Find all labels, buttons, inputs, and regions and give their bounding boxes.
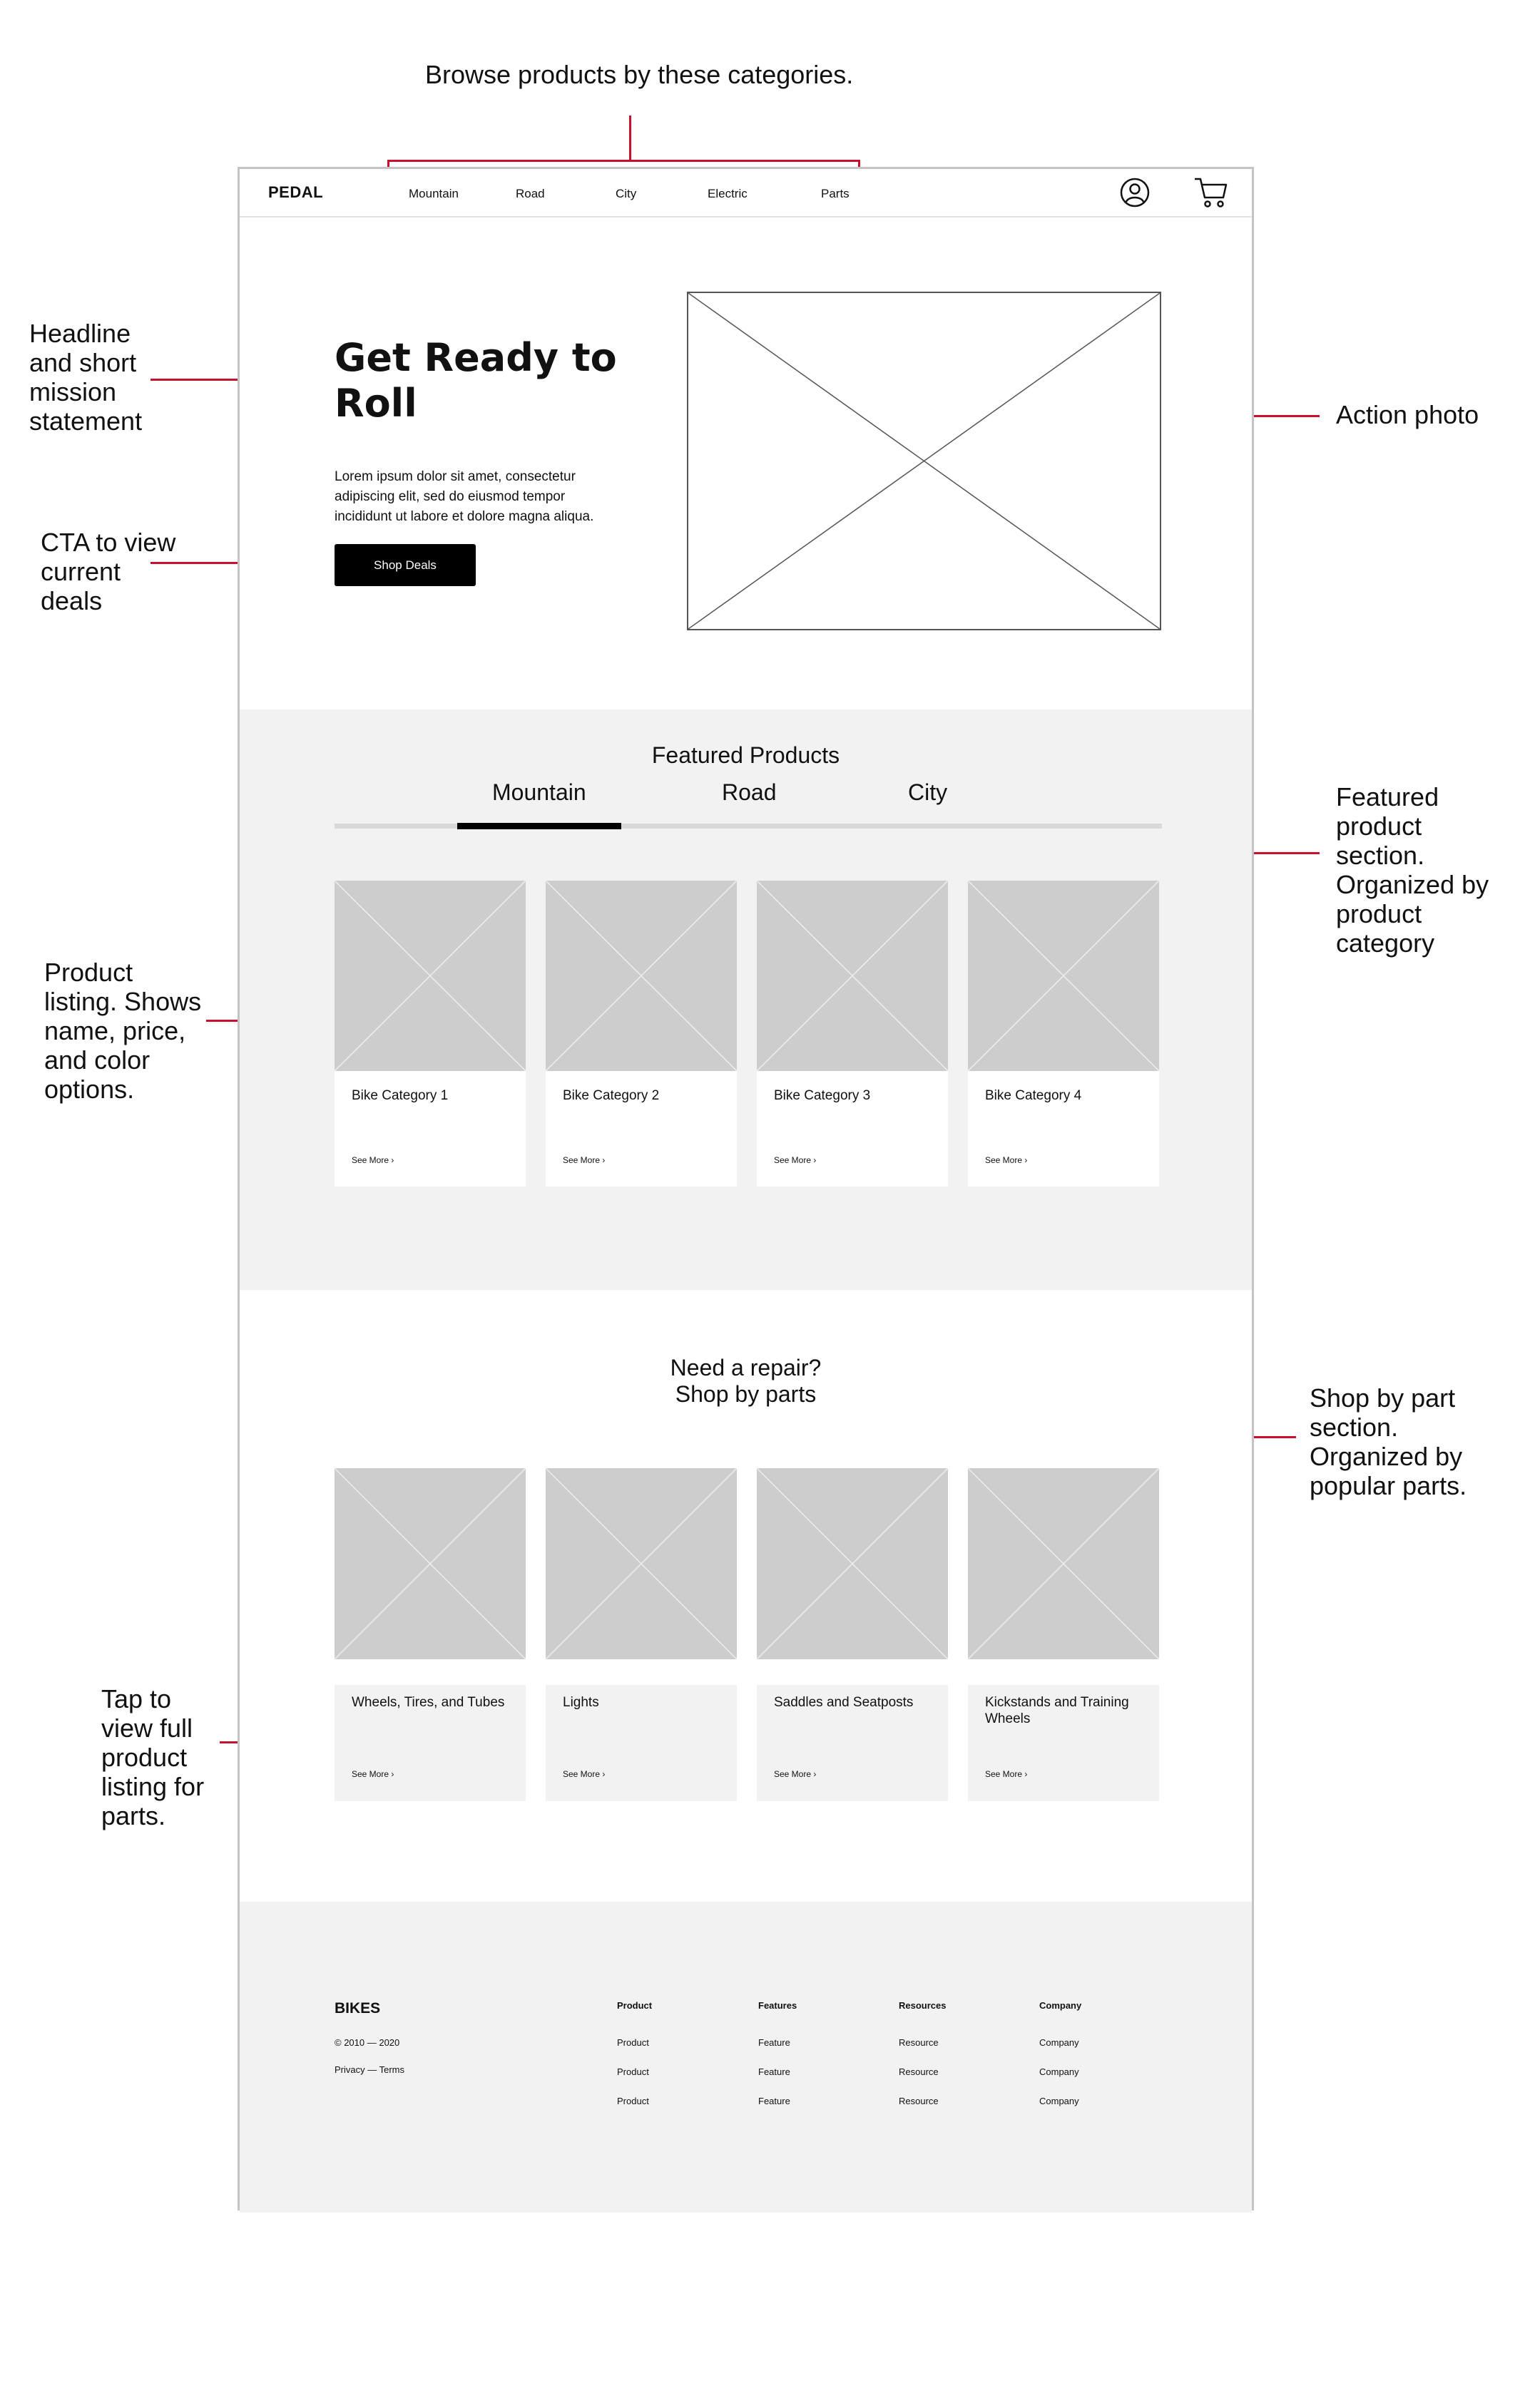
hero-title-line: Get Ready to — [335, 335, 617, 380]
footer-link[interactable]: Feature — [758, 2066, 790, 2077]
annotation-line: product — [1336, 899, 1422, 928]
bracket-horizontal — [387, 160, 860, 162]
product-card-title: Bike Category 1 — [352, 1088, 449, 1103]
featured-heading: Featured Products — [651, 742, 840, 768]
bracket-vertical-center — [629, 116, 631, 161]
see-more-link[interactable]: See More › — [563, 1155, 606, 1165]
nav-link-electric[interactable]: Electric — [708, 187, 748, 200]
see-more-link[interactable]: See More › — [563, 1769, 606, 1779]
nav-link-road[interactable]: Road — [516, 187, 545, 200]
part-card[interactable] — [757, 1685, 948, 1801]
annotation-line: and short — [29, 348, 137, 377]
footer-column-heading: Resources — [899, 2000, 947, 2011]
footer-link[interactable]: Resource — [899, 2066, 939, 2077]
part-card-title — [563, 1694, 599, 1711]
nav-link-city[interactable]: City — [616, 187, 637, 200]
part-card-title-line: Wheels, Tires, and Tubes — [352, 1695, 505, 1710]
see-more-link[interactable]: See More › — [774, 1769, 817, 1779]
part-card[interactable] — [968, 1685, 1159, 1801]
logo[interactable]: PEDAL — [268, 183, 324, 201]
part-card-title-line: Kickstands and Training — [985, 1695, 1129, 1710]
parts-heading — [240, 1355, 1252, 1408]
part-card-title-line: Lights — [563, 1695, 599, 1710]
footer-link[interactable]: Product — [617, 2066, 649, 2077]
nav-link-mountain[interactable]: Mountain — [409, 187, 459, 200]
hero-body-line: adipiscing elit, sed do eiusmod tempor — [335, 489, 566, 504]
annotation-featured — [1336, 782, 1489, 958]
annotation-line: Shop by part — [1310, 1383, 1456, 1413]
footer-link[interactable]: Product — [617, 2037, 649, 2048]
part-card-title-line: Wheels — [985, 1711, 1031, 1726]
annotation-line: parts. — [101, 1801, 166, 1830]
annotation-line: Organized by — [1310, 1442, 1463, 1471]
footer-column-heading: Features — [758, 2000, 797, 2011]
annotation-line: product — [1336, 811, 1422, 841]
annotation-line: section. — [1336, 841, 1425, 870]
annotation-line: statement — [29, 406, 143, 436]
annotation-line: CTA to view — [41, 528, 176, 557]
footer-link[interactable]: Resource — [899, 2096, 939, 2106]
annotation-action-photo: Action photo — [1336, 400, 1479, 429]
part-image[interactable] — [335, 1468, 526, 1659]
part-card[interactable] — [335, 1685, 526, 1801]
shop-deals-button[interactable] — [335, 544, 476, 586]
product-card-title: Bike Category 2 — [563, 1088, 660, 1103]
annotation-line: mission — [29, 377, 117, 406]
shopping-cart-icon[interactable] — [1193, 175, 1228, 210]
annotation-product-listing — [44, 958, 201, 1104]
top-nav — [240, 169, 1252, 217]
wireframe-frame — [238, 167, 1254, 2210]
hero-title — [335, 335, 617, 426]
tab-road[interactable]: Road — [722, 779, 777, 805]
footer-link[interactable]: Feature — [758, 2037, 790, 2048]
parts-heading-line: Shop by parts — [675, 1381, 817, 1407]
footer-link[interactable]: Company — [1039, 2066, 1079, 2077]
hero-body — [335, 467, 593, 527]
annotation-line: section. — [1310, 1413, 1399, 1442]
footer-link[interactable]: Resource — [899, 2037, 939, 2048]
part-card-title — [985, 1694, 1129, 1727]
see-more-link[interactable]: See More › — [352, 1155, 394, 1165]
parts-heading-line: Need a repair? — [670, 1355, 822, 1380]
footer-link[interactable]: Company — [1039, 2037, 1079, 2048]
product-card[interactable] — [968, 1071, 1159, 1187]
tab-city[interactable]: City — [908, 779, 948, 805]
product-image[interactable] — [335, 881, 526, 1071]
footer-column-heading: Company — [1039, 2000, 1082, 2011]
product-image[interactable] — [546, 881, 737, 1071]
annotation-line: Organized by — [1336, 870, 1489, 899]
part-card[interactable] — [546, 1685, 737, 1801]
footer-link[interactable]: Product — [617, 2096, 649, 2106]
annotation-line: name, price, — [44, 1016, 186, 1045]
part-image[interactable] — [968, 1468, 1159, 1659]
nav-link-parts[interactable]: Parts — [821, 187, 850, 200]
tab-mountain[interactable]: Mountain — [492, 779, 586, 805]
product-card[interactable] — [757, 1071, 948, 1187]
product-image[interactable] — [968, 881, 1159, 1071]
footer-copyright: © 2010 — 2020 — [335, 2037, 400, 2048]
annotation-line: options. — [44, 1075, 135, 1104]
annotation-line: category — [1336, 928, 1435, 958]
annotation-line: view full — [101, 1713, 193, 1743]
shop-deals-label: Shop Deals — [374, 558, 437, 572]
hero-title-line: Roll — [335, 381, 417, 426]
annotation-shop-by-part — [1310, 1383, 1466, 1500]
footer — [240, 1902, 1252, 2213]
user-circle-icon[interactable] — [1120, 178, 1150, 208]
part-card-title-line: Saddles and Seatposts — [774, 1695, 914, 1710]
hero-action-photo — [687, 292, 1161, 630]
featured-section — [240, 709, 1252, 1290]
annotation-line: Headline — [29, 319, 131, 348]
annotation-browse: Browse products by these categories. — [425, 60, 854, 89]
part-image[interactable] — [757, 1468, 948, 1659]
annotation-cta — [41, 528, 175, 615]
footer-legal-links[interactable]: Privacy — Terms — [335, 2064, 404, 2075]
part-card-title — [774, 1694, 913, 1711]
product-card[interactable] — [546, 1071, 737, 1187]
footer-brand: BIKES — [335, 2000, 381, 2017]
footer-link[interactable]: Feature — [758, 2096, 790, 2106]
see-more-link[interactable]: See More › — [352, 1769, 394, 1779]
part-image[interactable] — [546, 1468, 737, 1659]
product-card[interactable] — [335, 1071, 526, 1187]
part-card-title — [352, 1694, 504, 1711]
hero-body-line: incididunt ut labore et dolore magna aliqua. — [335, 509, 594, 524]
footer-column-heading: Product — [617, 2000, 653, 2011]
annotation-line: Product — [44, 958, 133, 987]
annotation-tap — [101, 1684, 204, 1830]
annotation-headline — [29, 319, 142, 436]
footer-link[interactable]: Company — [1039, 2096, 1079, 2106]
annotation-line: deals — [41, 586, 103, 615]
see-more-link[interactable]: See More › — [985, 1769, 1028, 1779]
annotation-line: current — [41, 557, 121, 586]
annotation-line: listing for — [101, 1772, 205, 1801]
annotation-line: product — [101, 1743, 188, 1772]
see-more-link[interactable]: See More › — [774, 1155, 817, 1165]
annotation-line: and color — [44, 1045, 151, 1075]
annotation-line: popular parts. — [1310, 1471, 1467, 1500]
hero-body-line: Lorem ipsum dolor sit amet, consectetur — [335, 469, 576, 484]
see-more-link[interactable]: See More › — [985, 1155, 1028, 1165]
annotation-line: Tap to — [101, 1684, 172, 1713]
tab-active-indicator — [457, 823, 621, 829]
annotation-line: Featured — [1336, 782, 1439, 811]
product-image[interactable] — [757, 881, 948, 1071]
product-card-title: Bike Category 3 — [774, 1088, 871, 1103]
annotation-line: listing. Shows — [44, 987, 202, 1016]
product-card-title: Bike Category 4 — [985, 1088, 1082, 1103]
